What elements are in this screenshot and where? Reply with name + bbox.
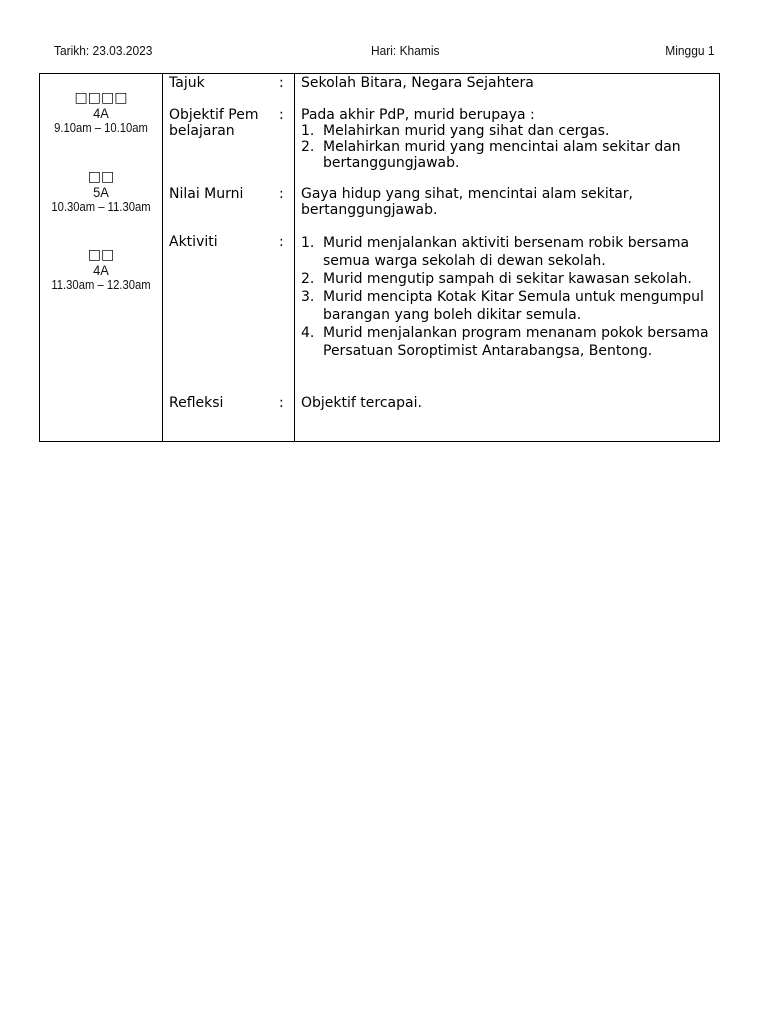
session-time: 10.30am – 11.30am — [51, 200, 151, 214]
colon: : — [279, 395, 284, 411]
session-class: 4A — [93, 262, 109, 278]
nilai-label: Nilai Murni — [169, 186, 244, 202]
session-time: 9.10am – 10.10am — [54, 121, 148, 135]
list-text: Murid menjalankan program menanam pokok bersama Persatuan Soroptimist Antarabangsa, Bentong. — [323, 325, 709, 359]
objektif-intro: Pada akhir PdP, murid berupaya : — [301, 107, 535, 123]
objektif-label: Objektif Pembelajaran — [169, 107, 259, 139]
colon: : — [279, 75, 284, 91]
session-time: 11.30am – 12.30am — [51, 278, 151, 292]
objektif-value — [301, 107, 716, 171]
date-label: Tarikh: 23.03.2023 — [54, 43, 153, 58]
colon: : — [279, 107, 284, 123]
session-1 — [40, 90, 162, 136]
list-text: Melahirkan murid yang sihat dan cergas. — [323, 123, 610, 139]
session-subject: □□□□ — [74, 90, 128, 106]
week-label: Minggu 1 — [664, 43, 714, 58]
list-item — [301, 139, 716, 171]
list-text: Melahirkan murid yang mencintai alam sekitar dan bertanggungjawab. — [323, 139, 681, 171]
refleksi-value: Objektif tercapai. — [301, 395, 422, 411]
refleksi-label: Refleksi — [169, 395, 224, 411]
day-label: Hari: Khamis — [371, 43, 440, 58]
list-number: 4. — [301, 325, 315, 341]
list-number: 2. — [301, 271, 315, 287]
tajuk-value: Sekolah Bitara, Negara Sejahtera — [301, 75, 534, 91]
aktiviti-list — [301, 234, 716, 360]
aktiviti-value — [301, 234, 716, 360]
list-number: 3. — [301, 289, 315, 305]
colon: : — [279, 186, 284, 202]
nilai-value: Gaya hidup yang sihat, mencintai alam sekitar, bertanggungjawab. — [301, 186, 634, 218]
list-number: 2. — [301, 139, 315, 155]
session-3 — [40, 247, 162, 293]
objektif-list — [301, 123, 716, 171]
session-2 — [40, 169, 162, 215]
list-number: 1. — [301, 123, 315, 139]
list-text: Murid mengutip sampah di sekitar kawasan sekolah. — [323, 271, 692, 287]
list-text: Murid mencipta Kotak Kitar Semula untuk mengumpul barangan yang boleh dikitar semula. — [323, 289, 704, 323]
column-divider — [294, 74, 295, 441]
session-class: 4A — [93, 105, 109, 121]
list-item — [301, 270, 716, 288]
session-subject: □□ — [87, 247, 115, 263]
session-subject: □□ — [87, 169, 115, 185]
aktiviti-label: Aktiviti — [169, 234, 218, 250]
list-item — [301, 234, 716, 270]
list-item — [301, 123, 716, 139]
session-class: 5A — [93, 184, 109, 200]
lesson-plan-table — [39, 73, 720, 442]
list-text: Murid menjalankan aktiviti bersenam robik bersama semua warga sekolah di dewan sekolah. — [323, 235, 690, 269]
list-number: 1. — [301, 235, 315, 251]
colon: : — [279, 234, 284, 250]
list-item — [301, 288, 716, 324]
column-divider — [162, 74, 163, 441]
tajuk-label: Tajuk — [169, 75, 205, 91]
list-item — [301, 324, 716, 360]
